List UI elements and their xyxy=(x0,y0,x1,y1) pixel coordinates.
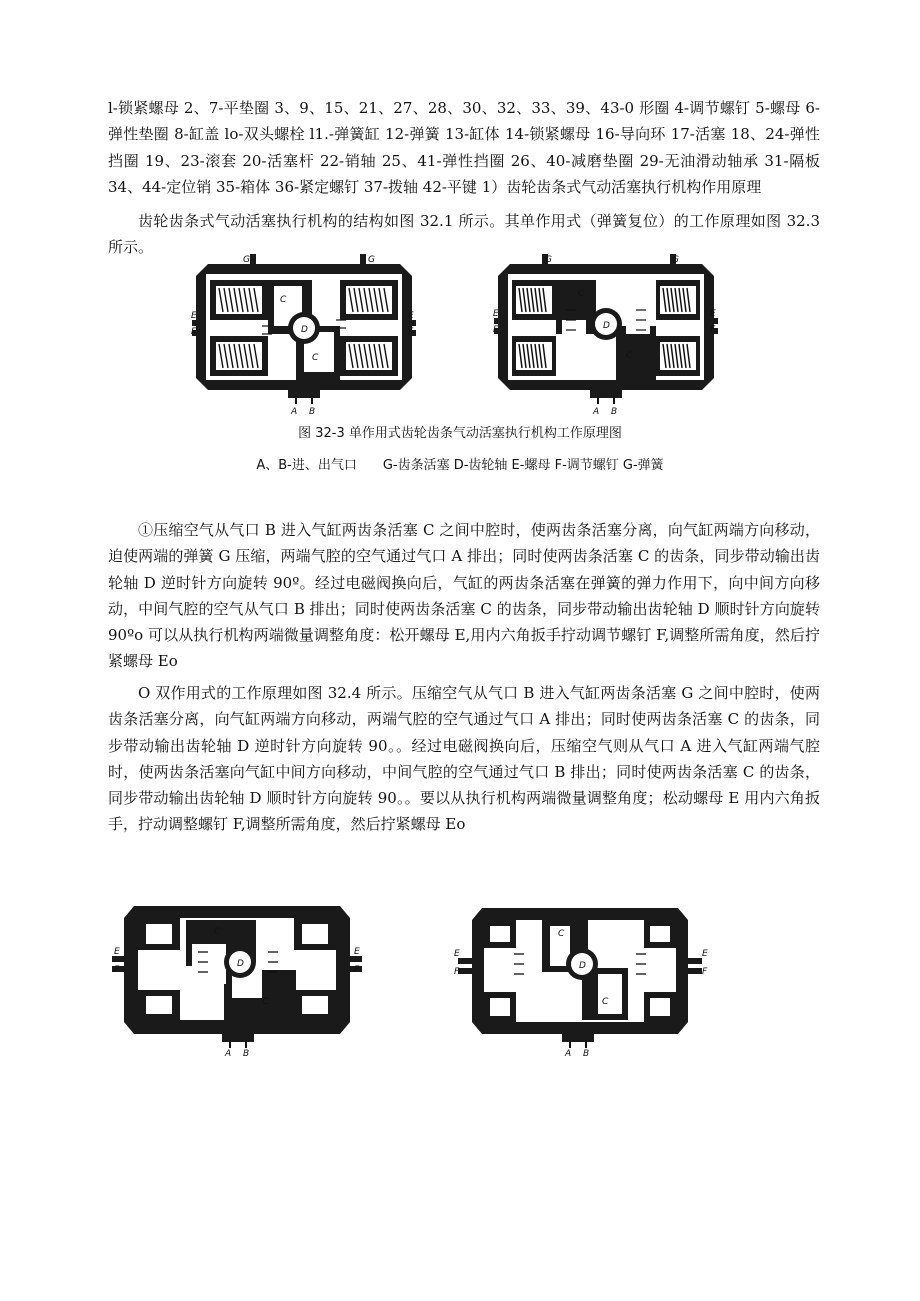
figure-32-3-caption: 图 32-3 单作用式齿轮齿条气动活塞执行机构工作原理图 xyxy=(298,426,622,441)
label-f-left: F xyxy=(493,325,499,335)
label-e-right: E xyxy=(710,309,716,319)
label-e-right: E xyxy=(702,949,708,959)
label-d: D xyxy=(603,321,610,331)
label-b: B xyxy=(583,1049,590,1059)
figure-32-3-legend: A、B-进、出气口 G-齿条活塞 D-齿轮轴 E-螺母 F-调节螺钉 G-弹簧 xyxy=(256,458,664,473)
label-g-right: G xyxy=(368,255,375,265)
label-f-left: F xyxy=(191,327,197,337)
single-acting-paragraph: ①压缩空气从气口 B 进入气缸两齿条活塞 C 之间中腔时，使两齿条活塞分离，向气缸两端方向移动，迫使两端的弹簧 G 压缩，两端气腔的空气通过气口 A 排出；同时使两齿条活塞 C 的齿条，同步带动输出齿轮轴 D 逆时针方向旋转 90º。经过电磁阀换向后，气缸的两齿条活塞在弹簧的弹力作用下，向中间方向移动，中间气腔的空气从气口 B 排出；同时使两齿条活塞 C 的齿条，同步带动输出齿轮轴 D 顺时针方向旋转 90ºo 可以从执行机构两端微量调整角度：松开螺母 E,用内六角扳手拧动调节螺钉 F,调整所需角度，然后拧紧螺母 Eo xyxy=(108,521,820,671)
label-c-bottom: C xyxy=(602,997,609,1007)
label-d: D xyxy=(579,961,586,971)
label-d: D xyxy=(301,325,308,335)
label-b: B xyxy=(309,407,316,417)
label-f-right: F xyxy=(354,965,360,975)
label-e-left: E xyxy=(191,311,197,321)
parts-list-paragraph: l-锁紧螺母 2、7-平垫圈 3、9、15、21、27、28、30、32、33、39、43-0 形圈 4-调节螺钉 5-螺母 6-弹性垫圈 8-缸盖 lo-双头螺栓 l1.-弹簧缸 12-弹簧 13-缸体 14-锁紧螺母 16-导向环 17-活塞 18、24-弹性挡圈 19、23-滚套 20-活塞杆 22-销轴 25、41-弹性挡圈 26、40-减磨垫圈 29-无油滑动轴承 31-隔板 34、44-定位销 35-箱体 36-紧定螺钉 37-拨轴 42-平键 1）齿轮齿条式气动活塞执行机构作用原理 xyxy=(108,99,820,196)
label-f-left: F xyxy=(454,967,460,977)
double-acting-diagram-a xyxy=(112,900,362,1058)
label-g-left: G xyxy=(243,255,250,265)
label-c-bottom: C xyxy=(312,353,319,363)
label-c-top: C xyxy=(558,929,565,939)
label-a: A xyxy=(565,1049,572,1059)
double-acting-diagram-b xyxy=(452,900,710,1058)
label-e-left: E xyxy=(114,947,120,957)
label-g-left: G xyxy=(545,255,552,265)
label-b: B xyxy=(611,407,618,417)
label-e-right: E xyxy=(408,311,414,321)
label-a: A xyxy=(291,407,298,417)
label-c-top: C xyxy=(280,295,287,305)
label-c-bottom: C xyxy=(262,997,269,1007)
intro-paragraph: 齿轮齿条式气动活塞执行机构的结构如图 32.1 所示。其单作用式（弹簧复位）的工作原理如图 32.3 所示。 xyxy=(108,212,820,257)
label-f-left: F xyxy=(114,965,120,975)
label-c-top: C xyxy=(214,927,221,937)
label-b: B xyxy=(243,1049,250,1059)
label-a: A xyxy=(593,407,600,417)
label-f-right: F xyxy=(702,967,708,977)
label-c-bottom: C xyxy=(626,351,633,361)
label-f-right: F xyxy=(408,327,414,337)
label-e-left: E xyxy=(493,309,499,319)
double-acting-paragraph: O 双作用式的工作原理如图 32.4 所示。压缩空气从气口 B 进入气缸两齿条活塞 G 之间中腔时，使两齿条活塞分离，向气缸两端方向移动，两端气腔的空气通过气口 A 排出；同时使两齿条活塞 C 的齿条，同步带动输出齿轮轴 D 逆时针方向旋转 90。。经过电磁阀换向后，压缩空气则从气口 A 进入气缸两端气腔时，使两齿条活塞向气缸中间方向移动，中间气腔的空气通过气口 B 排出；同时使两齿条活塞 C 的齿条，同步带动输出齿轮轴 D 顺时针方向旋转 90。。要以从执行机构两端微量调整角度；松动螺母 E 用内六角扳手，拧动调整螺钉 F,调整所需角度，然后拧紧螺母 Eo xyxy=(108,684,820,834)
label-e-left: E xyxy=(454,949,460,959)
single-acting-diagram-b xyxy=(494,254,718,416)
label-e-right: E xyxy=(354,947,360,957)
label-c-top: C xyxy=(578,289,585,299)
label-a: A xyxy=(225,1049,232,1059)
label-d: D xyxy=(237,959,244,969)
label-g-right: G xyxy=(672,255,679,265)
single-acting-diagram-a xyxy=(192,254,416,416)
label-f-right: F xyxy=(710,325,716,335)
